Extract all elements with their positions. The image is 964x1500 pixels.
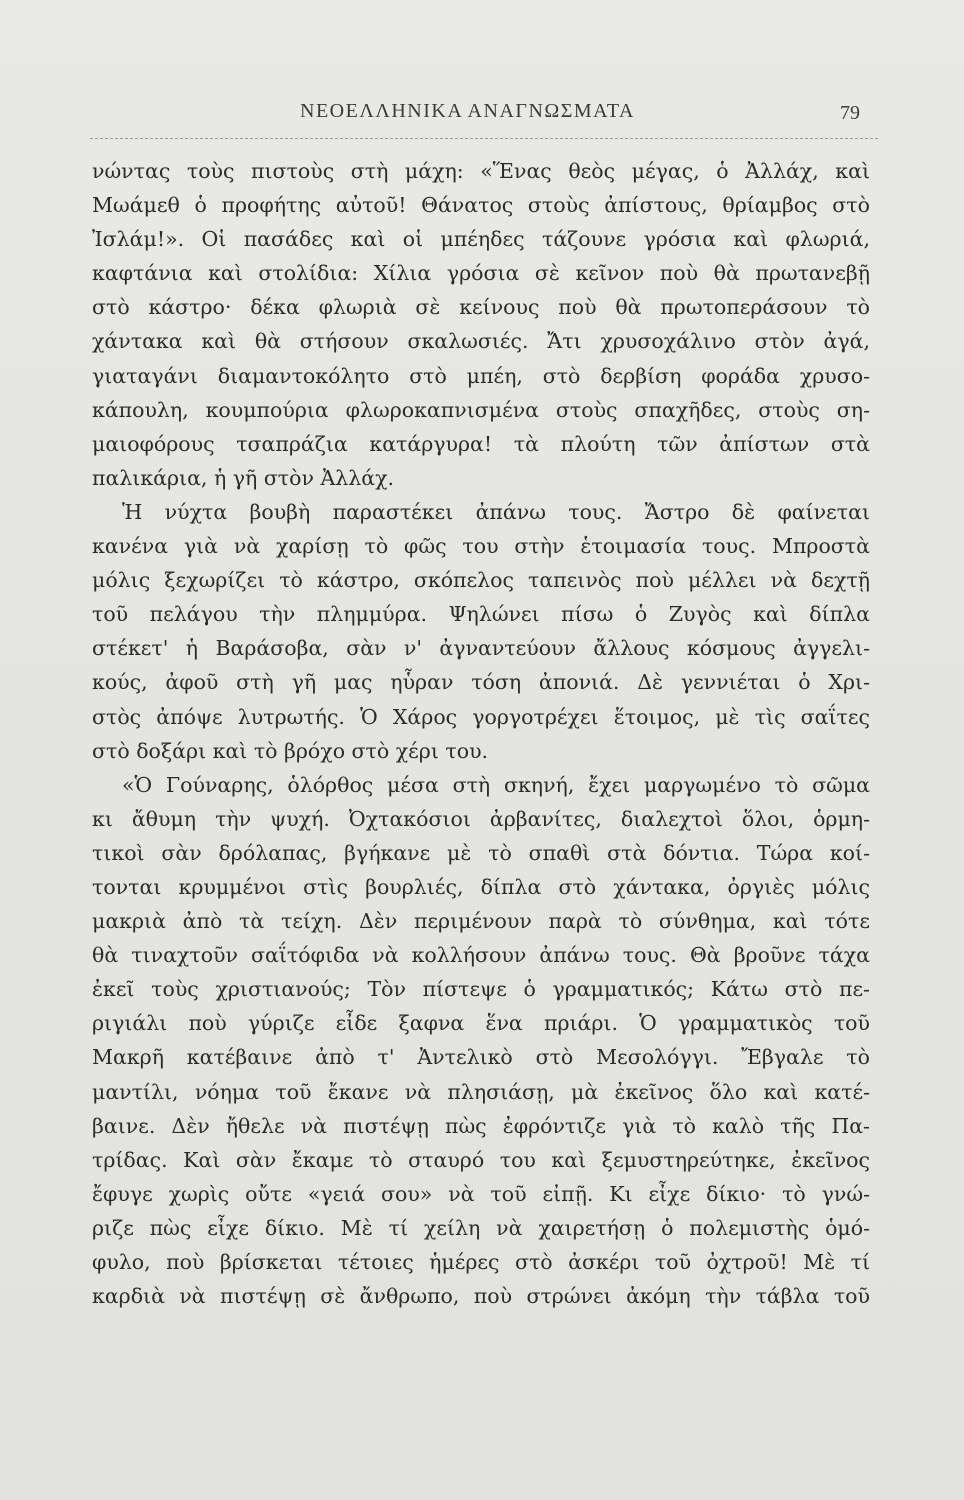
text-line: στὸ δοξάρι καὶ τὸ βρόχο στὸ χέρι του. — [92, 738, 489, 763]
text-line: Ἡ νύχτα βουβὴ παραστέκει ἀπάνω τους. Ἄστρο δὲ φαίνεται — [122, 499, 870, 524]
text-line: γιαταγάνι διαμαντοκόλητο στὸ μπέη, στὸ δερβίση φοράδα χρυσο- — [92, 363, 870, 388]
text-line: στὸ κάστρο· δέκα φλωριὰ σὲ κείνους ποὺ θὰ πρωτοπεράσουν τὸ — [92, 295, 870, 320]
text-line: μαιοφόρους τσαπράζια κατάργυρα! τὰ πλούτη τῶν ἀπίστων στὰ — [92, 431, 870, 456]
text-line: καφτάνια καὶ στολίδια: Χίλια γρόσια σὲ κεῖνον ποὺ θὰ πρωτανεβῇ — [92, 261, 870, 286]
text-line: Ἰσλάμ!». Οἱ πασάδες καὶ οἱ μπέηδες τάζουνε γρόσια καὶ φλωριά, — [92, 227, 870, 252]
body-text — [92, 154, 870, 1313]
text-line: Μακρῆ κατέβαινε ἀπὸ τ' Ἀντελικὸ στὸ Μεσολόγγι. Ἔβγαλε τὸ — [92, 1045, 870, 1070]
page-number: 79 — [840, 102, 860, 124]
text-line: χάντακα καὶ θὰ στήσουν σκαλωσιές. Ἄτι χρυσοχάλινο στὸν ἀγά, — [92, 329, 870, 354]
text-line: μακριὰ ἀπὸ τὰ τείχη. Δὲν περιμένουν παρὰ τὸ σύνθημα, καὶ τότε — [92, 909, 870, 934]
text-line: νώντας τοὺς πιστοὺς στὴ μάχη: «Ἕνας θεὸς μέγας, ὁ Ἀλλάχ, καὶ — [92, 159, 870, 183]
text-line: τονται κρυμμένοι στὶς βουρλιές, δίπλα στὸ χάντακα, ὀργιὲς μόλις — [92, 874, 870, 899]
text-line: ἐκεῖ τοὺς χριστιανούς; Τὸν πίστεψε ὁ γραμματικός; Κάτω στὸ πε- — [92, 977, 870, 1002]
text-line: κανένα γιὰ νὰ χαρίσῃ τὸ φῶς του στὴν ἑτοιμασία τους. Μπροστὰ — [92, 534, 870, 559]
text-line: τρίδας. Καὶ σὰν ἔκαμε τὸ σταυρό του καὶ ξεμυστηρεύτηκε, ἐκεῖνος — [92, 1147, 870, 1172]
header-rule — [90, 138, 878, 139]
text-line: «Ὁ Γούναρης, ὁλόρθος μέσα στὴ σκηνή, ἔχει μαργωμένο τὸ σῶμα — [122, 772, 870, 797]
text-line: στὸς ἀπόψε λυτρωτής. Ὁ Χάρος γοργοτρέχει ἕτοιμος, μὲ τὶς σαΐτες — [92, 704, 870, 729]
text-line: φυλο, ποὺ βρίσκεται τέτοιες ἡμέρες στὸ ἀσκέρι τοῦ ὀχτροῦ! Μὲ τί — [92, 1250, 870, 1274]
text-line: τικοὶ σὰν δρόλαπας, βγήκανε μὲ τὸ σπαθὶ στὰ δόντια. Τώρα κοί- — [92, 840, 870, 865]
text-line: κάπουλη, κουμπούρια φλωροκαπνισμένα στοὺς σπαχῆδες, στοὺς ση- — [92, 397, 870, 422]
text-line: καρδιὰ νὰ πιστέψῃ σὲ ἄνθρωπο, ποὺ στρώνει ἀκόμη τὴν τάβλα τοῦ — [92, 1284, 870, 1309]
text-line: μαντίλι, νόημα τοῦ ἔκανε νὰ πλησιάσῃ, μὰ ἐκεῖνος ὅλο καὶ κατέ- — [92, 1079, 870, 1104]
running-head: ΝΕΟΕΛΛΗΝΙΚΑ ΑΝΑΓΝΩΣΜΑΤΑ — [300, 100, 635, 122]
text-line: ἔφυγε χωρὶς οὔτε «γειά σου» νὰ τοῦ εἰπῇ. Κι εἶχε δίκιο· τὸ γνώ- — [92, 1181, 870, 1206]
text-line: Μωάμεθ ὁ προφήτης αὐτοῦ! Θάνατος στοὺς ἀπίστους, θρίαμβος στὸ — [92, 193, 870, 218]
text-line: θὰ τιναχτοῦν σαΐτόφιδα νὰ κολλήσουν ἀπάνω τους. Θὰ βροῦνε τάχα — [92, 943, 870, 968]
text-line: κι ἄθυμη τὴν ψυχή. Ὀχτακόσιοι ἀρβανίτες, διαλεχτοὶ ὅλοι, ὁρμη- — [92, 806, 870, 831]
text-line: μόλις ξεχωρίζει τὸ κάστρο, σκόπελος ταπεινὸς ποὺ μέλλει νὰ δεχτῇ — [92, 568, 870, 593]
text-line: κούς, ἀφοῦ στὴ γῆ μας ηὗραν τόση ἀπονιά. Δὲ γεννιέται ὁ Χρι- — [92, 670, 870, 695]
text-line: παλικάρια, ἡ γῆ στὸν Ἀλλάχ. — [92, 465, 395, 490]
text-line: ριγιάλι ποὺ γύριζε εἶδε ξαφνα ἕνα πριάρι. Ὁ γραμματικὸς τοῦ — [92, 1011, 870, 1036]
text-line: βαινε. Δὲν ἤθελε νὰ πιστέψῃ πὼς ἐφρόντιζε γιὰ τὸ καλὸ τῆς Πα- — [92, 1113, 870, 1138]
text-line: στέκετ' ἡ Βαράσοβα, σὰν ν' ἀγναντεύουν ἄλλους κόσμους ἀγγελι- — [92, 636, 870, 661]
text-line: ριζε πὼς εἶχε δίκιο. Μὲ τί χείλη νὰ χαιρετήσῃ ὁ πολεμιστὴς ὁμό- — [92, 1215, 870, 1240]
text-line: τοῦ πελάγου τὴν πλημμύρα. Ψηλώνει πίσω ὁ Ζυγὸς καὶ δίπλα — [92, 602, 870, 627]
